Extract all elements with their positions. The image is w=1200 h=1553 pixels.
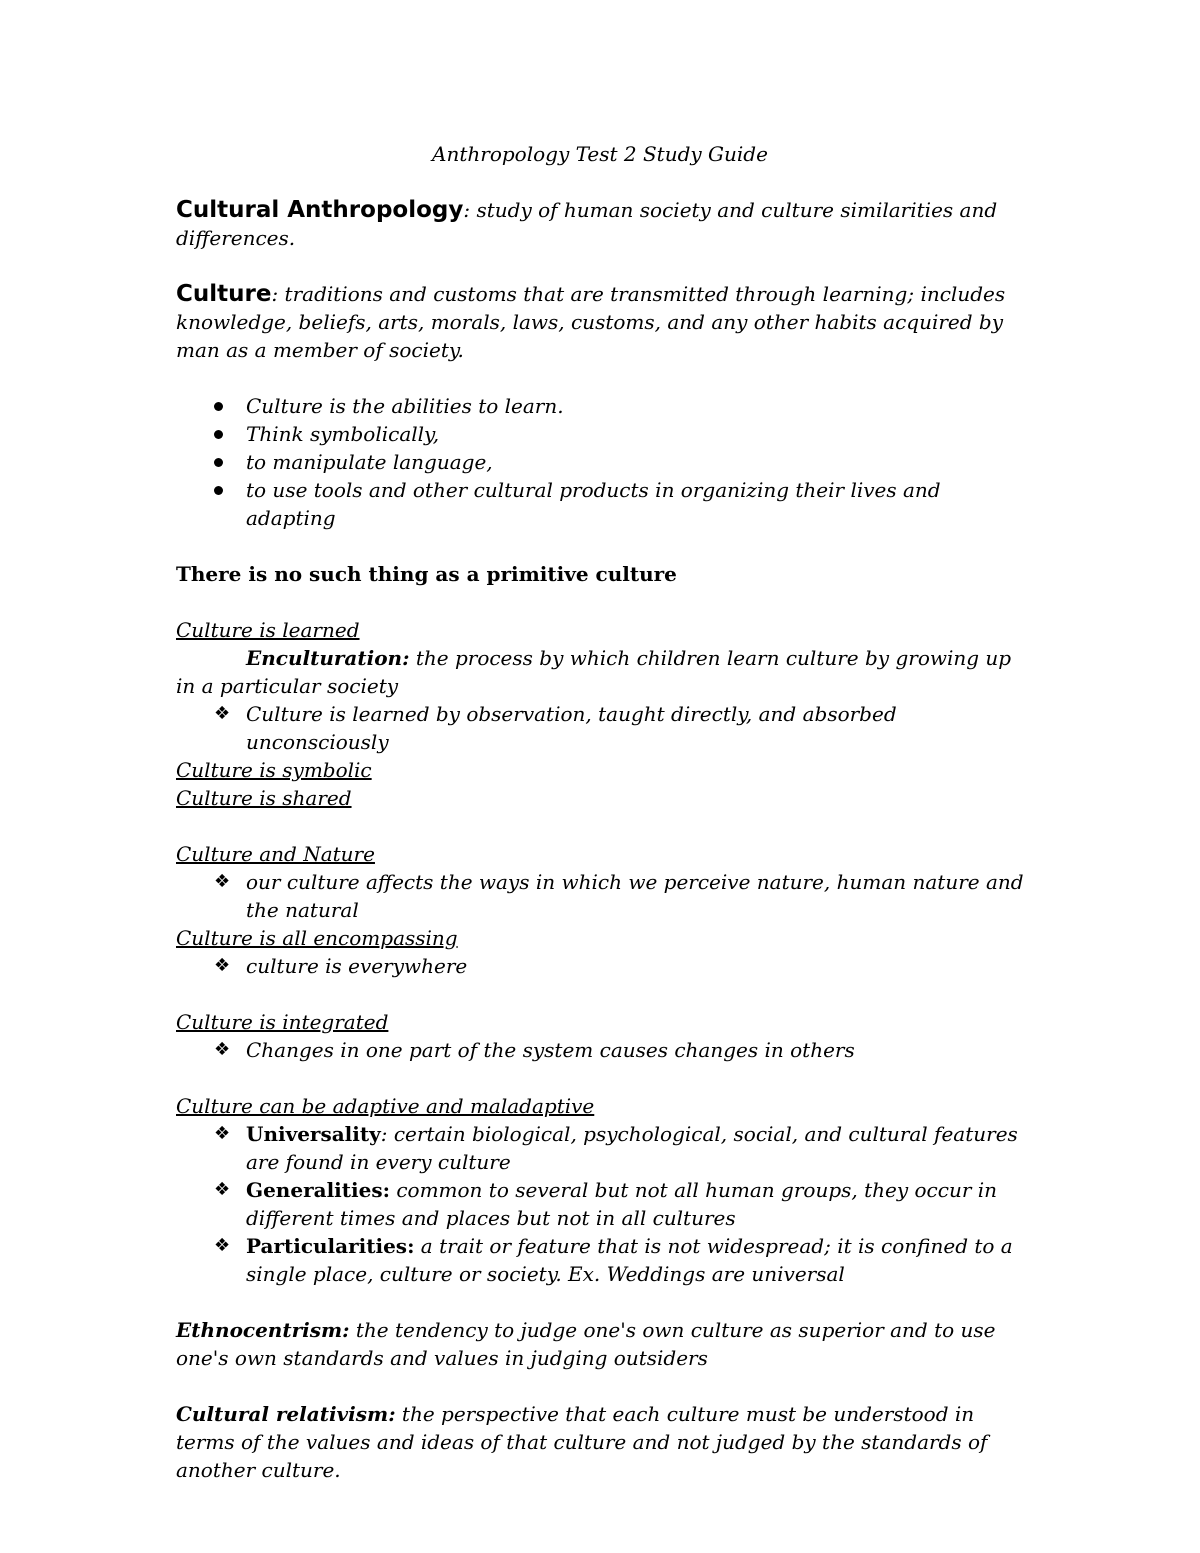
bullet-icon [214,430,223,439]
list-item: Think symbolically, [176,420,1024,448]
enculturation-definition: Enculturation: the process by which children learn culture by growing up in a particular society [176,646,1012,698]
term-particularities: Particularities: [246,1234,415,1258]
term-cultural-anthropology: Cultural Anthropology [176,197,464,223]
term-cultural-relativism: Cultural relativism: [176,1402,396,1426]
list-item: to manipulate language, [176,448,1024,476]
diamond-bullet-icon: ❖ [214,955,231,976]
section-label-adaptive: Culture can be adaptive and maladaptive [176,1094,595,1118]
nature-points [176,868,1024,924]
page-title: Anthropology Test 2 Study Guide [432,142,768,166]
integrated-points [176,1036,1024,1064]
list-item: ❖ our culture affects the ways in which we perceive nature, human nature and the natural [214,870,1024,922]
diamond-bullet-icon: ❖ [214,1039,231,1060]
bullet-icon [214,486,223,495]
culture-definition [176,280,1024,364]
learned-points [176,700,1024,756]
definition-text: : traditions and customs that are transmitted through learning; includes knowledge, beliefs, arts, morals, laws, customs, and any other habits acquired by man as a member of society. [176,282,1006,362]
diamond-bullet-icon: ❖ [214,1123,231,1144]
section-label-symbolic: Culture is symbolic [176,758,372,782]
term-culture: Culture [176,281,272,307]
list-item: ❖ Culture is learned by observation, taught directly, and absorbed unconsciously [214,702,897,754]
section-label-nature: Culture and Nature [176,842,375,866]
section-label-learned: Culture is learned [176,618,360,642]
diamond-bullet-icon: ❖ [214,871,231,892]
section-label-shared: Culture is shared [176,786,352,810]
diamond-bullet-icon: ❖ [214,1235,231,1256]
term-generalities: Generalities: [246,1178,390,1202]
list-item: ❖ Universality: certain biological, psychological, social, and cultural features are found in every culture [214,1122,1018,1174]
list-item: ❖ culture is everywhere [214,954,468,978]
list-item: ❖ Generalities: common to several but not all human groups, they occur in different times and places but not in all cultures [214,1178,998,1230]
encompassing-points [176,952,1024,980]
relativism-definition: Cultural relativism: the perspective that each culture must be understood in terms of the values and ideas of that culture and not judged by the standards of another culture. [176,1402,988,1482]
list-item: Culture is the abilities to learn. [176,392,1024,420]
ethnocentrism-definition: Ethnocentrism: the tendency to judge one's own culture as superior and to use one's own standards and values in judging outsiders [176,1318,996,1370]
section-label-integrated: Culture is integrated [176,1010,389,1034]
cultural-anthropology-definition [176,196,1024,252]
diamond-bullet-icon: ❖ [214,703,231,724]
no-primitive-heading: There is no such thing as a primitive culture [176,562,677,586]
bullet-icon [214,458,223,467]
term-enculturation: Enculturation: [246,646,410,670]
bullet-icon [214,402,223,411]
term-universality: Universality [246,1122,381,1146]
definition-text: : study of human society and culture similarities and differences. [176,198,998,250]
list-item: to use tools and other cultural products in organizing their lives and adapting [176,476,1024,532]
adaptive-points [176,1120,1024,1288]
list-item: ❖ Particularities: a trait or feature that is not widespread; it is confined to a single place, culture or society. Ex. Weddings are universal [214,1234,1013,1286]
list-item: ❖ Changes in one part of the system causes changes in others [214,1038,855,1062]
term-ethnocentrism: Ethnocentrism: [176,1318,350,1342]
diamond-bullet-icon: ❖ [214,1179,231,1200]
culture-bullet-list [176,392,1024,532]
section-label-encompassing: Culture is all encompassing [176,926,458,950]
